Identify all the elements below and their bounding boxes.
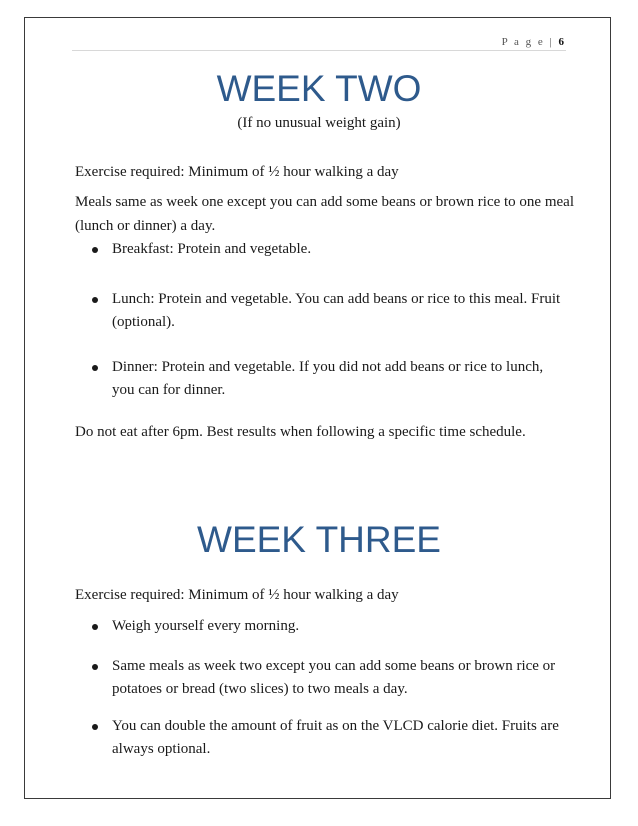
bullet-icon — [92, 624, 98, 630]
list-item — [92, 288, 562, 334]
list-item — [92, 615, 562, 638]
bullet-text: Weigh yourself every morning. — [112, 618, 300, 634]
bullet-text: Lunch: Protein and vegetable. You can add beans or rice to this meal. Fruit (optional). — [112, 291, 561, 330]
bullet-text: You can double the amount of fruit as on the VLCD calorie diet. Fruits are always optional. — [112, 718, 559, 757]
bullet-icon — [92, 297, 98, 303]
week-two-meals-intro: Meals same as week one except you can add some beans or brown rice to one meal (lunch or dinner) a day. — [75, 194, 574, 234]
week-two-subtitle: (If no unusual weight gain) — [237, 115, 401, 131]
week-three-title: WEEK THREE — [197, 519, 441, 560]
week-two-note: Do not eat after 6pm. Best results when following a specific time schedule. — [75, 424, 526, 440]
header-rule — [72, 50, 566, 51]
bullet-icon — [92, 664, 98, 670]
week-two-title: WEEK TWO — [216, 68, 422, 109]
bullet-text: Same meals as week two except you can add some beans or brown rice or potatoes or bread (two slices) to two meals a day. — [112, 658, 556, 697]
bullet-text: Dinner: Protein and vegetable. If you did not add beans or rice to lunch, you can for dinner. — [112, 359, 544, 398]
week-three-exercise: Exercise required: Minimum of ½ hour walking a day — [75, 587, 399, 603]
bullet-icon — [92, 247, 98, 253]
page-label: P a g e | — [501, 36, 554, 48]
list-item — [92, 356, 562, 402]
list-item — [92, 715, 562, 761]
week-two-exercise: Exercise required: Minimum of ½ hour walking a day — [75, 164, 399, 180]
bullet-icon — [92, 724, 98, 730]
bullet-icon — [92, 365, 98, 371]
list-item — [92, 238, 562, 261]
page-number: 6 — [558, 36, 564, 48]
bullet-text: Breakfast: Protein and vegetable. — [112, 241, 312, 257]
page-header — [502, 36, 564, 48]
list-item — [92, 655, 562, 701]
